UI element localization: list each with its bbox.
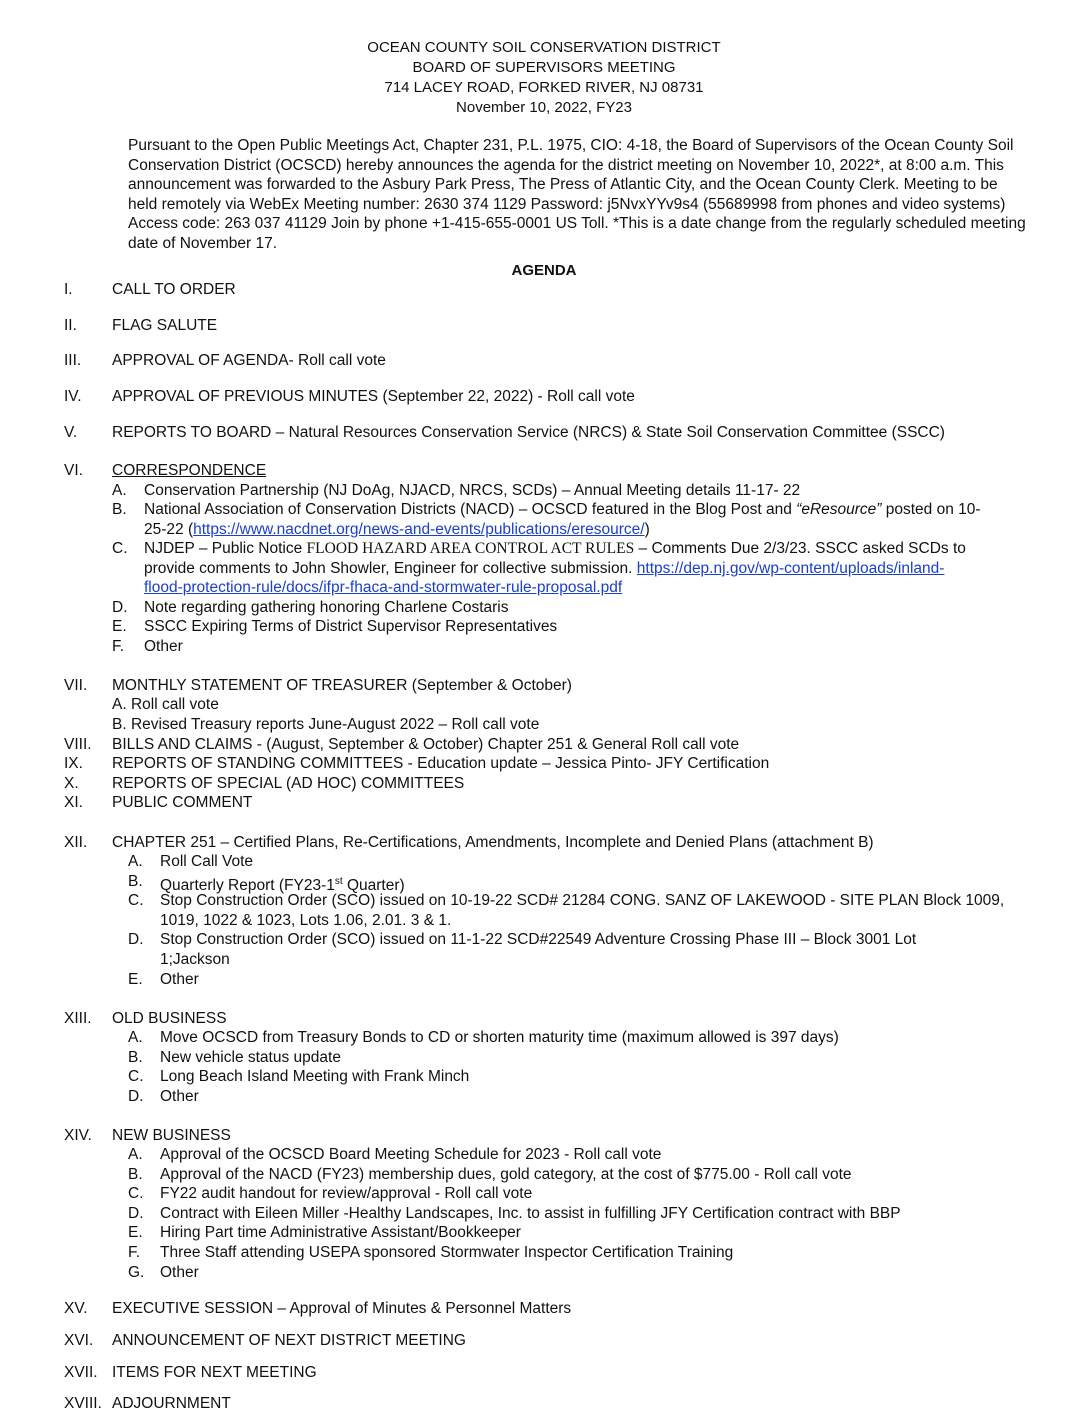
item-text: FLAG SALUTE <box>112 317 218 334</box>
sub-text: Roll Call Vote <box>160 853 254 870</box>
item-text: CORRESPONDENCE <box>112 462 267 479</box>
item-text: NEW BUSINESS <box>112 1127 231 1144</box>
sub-letter: A. <box>112 482 127 499</box>
sub-text: Other <box>160 1088 199 1105</box>
agenda-title: AGENDA <box>511 262 577 279</box>
dep-rule-link-part2[interactable]: flood-protection-rule/docs/ifpr-fhaca-and-stormwater-rule-proposal.pdf <box>144 579 623 596</box>
sub-letter: B. <box>128 1049 143 1066</box>
item-text: APPROVAL OF AGENDA- Roll call vote <box>112 352 386 369</box>
sub-letter: D. <box>128 1205 144 1222</box>
sub-text-post: Quarter) <box>342 877 405 895</box>
sub-text: Other <box>144 638 183 655</box>
sub-text-post: posted on 10- <box>881 501 981 518</box>
eresource-italic: “eResource” <box>796 501 882 518</box>
sub-letter: C. <box>128 892 144 909</box>
dep-rule-link-part1[interactable]: https://dep.nj.gov/wp-content/uploads/inland- <box>636 560 945 577</box>
sub-letter: A. <box>128 853 143 870</box>
item-number: V. <box>64 424 78 441</box>
header-meeting-type: BOARD OF SUPERVISORS MEETING <box>412 59 676 76</box>
sub-text: Three Staff attending USEPA sponsored Stormwater Inspector Certification Training <box>160 1244 734 1261</box>
item-number: II. <box>64 317 77 334</box>
item-text: CHAPTER 251 – Certified Plans, Re-Certifications, Amendments, Incomplete and Denied Plans (attachment B) <box>112 834 874 851</box>
item-text: APPROVAL OF PREVIOUS MINUTES (September 22, 2022) - Roll call vote <box>112 388 635 405</box>
sub-letter: E. <box>128 1224 143 1241</box>
sub-letter: C. <box>128 1068 144 1085</box>
sub-text: 1;Jackson <box>160 951 230 968</box>
sub-text: Long Beach Island Meeting with Frank Minch <box>160 1068 470 1085</box>
item-text: EXECUTIVE SESSION – Approval of Minutes & Personnel Matters <box>112 1300 572 1317</box>
item-text: PUBLIC COMMENT <box>112 794 253 811</box>
sub-text-close: ) <box>644 521 650 538</box>
treasurer-item-b <box>112 715 1012 735</box>
item-number: XV. <box>64 1300 88 1317</box>
sub-letter: B. <box>112 501 127 518</box>
sub-letter: F. <box>112 638 125 655</box>
item-text: REPORTS OF STANDING COMMITTEES - Education update – Jessica Pinto- JFY Certification <box>112 755 770 772</box>
sub-letter: D. <box>128 1088 144 1105</box>
item-number: IV. <box>64 388 82 405</box>
item-text: MONTHLY STATEMENT OF TREASURER (September & October) <box>112 677 572 694</box>
sub-letter: A. <box>128 1029 143 1046</box>
sub-letter: F. <box>128 1244 141 1261</box>
sub-text: provide comments to John Showler, Engineer for collective submission. <box>144 560 637 577</box>
sub-text: New vehicle status update <box>160 1049 341 1066</box>
item-number: XVII. <box>64 1364 98 1381</box>
item-number: XIII. <box>64 1010 92 1027</box>
item-number: VI. <box>64 462 83 479</box>
sub-text: Note regarding gathering honoring Charlene Costaris <box>144 599 509 616</box>
sub-text: Contract with Eileen Miller -Healthy Landscapes, Inc. to assist in fulfilling JFY Certification contract with BBP <box>160 1205 901 1222</box>
item-number: X. <box>64 775 79 792</box>
sub-letter: B. <box>128 873 143 890</box>
item-number: XVIII. <box>64 1395 102 1412</box>
sub-text-post: – Comments Due 2/3/23. SSCC asked SCDs to <box>634 540 966 557</box>
sub-letter: C. <box>112 540 128 557</box>
item-text: REPORTS TO BOARD – Natural Resources Conservation Service (NRCS) & State Soil Conservation Committee (SSCC) <box>112 424 945 441</box>
sub-text: SSCC Expiring Terms of District Supervisor Representatives <box>144 618 558 635</box>
item-number: I. <box>64 281 73 298</box>
sub-text: 1019, 1022 & 1023, Lots 1.06, 2.01. 3 & 1. <box>160 912 452 929</box>
item-number: XVI. <box>64 1332 94 1349</box>
sub-text: FY22 audit handout for review/approval - Roll call vote <box>160 1185 533 1202</box>
item-number: III. <box>64 352 82 369</box>
item-text: ITEMS FOR NEXT MEETING <box>112 1364 317 1381</box>
ordinal-suffix: st <box>334 876 343 887</box>
item-text: ANNOUNCEMENT OF NEXT DISTRICT MEETING <box>112 1332 466 1349</box>
item-text: REPORTS OF SPECIAL (AD HOC) COMMITTEES <box>112 775 465 792</box>
sub-letter: D. <box>128 931 144 948</box>
sub-text: Stop Construction Order (SCO) issued on 11-1-22 SCD#22549 Adventure Crossing Phase III – Block 3001 Lot <box>160 931 917 948</box>
item-text: CALL TO ORDER <box>112 281 236 298</box>
sub-letter: E. <box>128 971 143 988</box>
sub-text: Other <box>160 971 199 988</box>
sub-letter: A. <box>128 1146 143 1163</box>
eresource-link[interactable]: https://www.nacdnet.org/news-and-events/publications/eresource/ <box>193 521 645 538</box>
header-date: November 10, 2022, FY23 <box>456 99 632 116</box>
intro-paragraph: Pursuant to the Open Public Meetings Act, Chapter 231, P.L. 1975, CIO: 4-18, the Board of Supervisors of the Ocean County Soil Conservation District (OCSCD) hereby announces the agenda for the district meeting on November 10, 2022*, at 8:00 a.m. This announcement was forwarded to the Asbury Park Press, The Press of Atlantic City, and the Ocean County Clerk. Meeting to be held remotely via WebEx Meeting number: 2630 374 1129 Password: j5NvxYYv9s4 (55689998 from phones and video systems) Access code: 263 037 41129 Join by phone +1-415-655-0001 US Toll. *This is a date change from the regularly scheduled meeting date of November 17. <box>128 137 1026 252</box>
sub-text: Move OCSCD from Treasury Bonds to CD or shorten maturity time (maximum allowed is 397 days) <box>160 1029 839 1046</box>
sub-text: Other <box>160 1264 199 1281</box>
sub-text: National Association of Conservation Districts (NACD) – OCSCD featured in the Blog Post and <box>144 501 797 518</box>
item-text: OLD BUSINESS <box>112 1010 227 1027</box>
sub-letter: E. <box>112 618 127 635</box>
sub-letter: C. <box>128 1185 144 1202</box>
sub-text: Approval of the OCSCD Board Meeting Schedule for 2023 - Roll call vote <box>160 1146 662 1163</box>
item-text: BILLS AND CLAIMS - (August, September & October) Chapter 251 & General Roll call vote <box>112 736 740 753</box>
item-number: XIV. <box>64 1127 92 1144</box>
sub-text: A. Roll call vote <box>112 696 219 713</box>
document-header <box>0 38 1088 118</box>
header-address: 714 LACEY ROAD, FORKED RIVER, NJ 08731 <box>384 79 704 96</box>
flood-hazard-title: FLOOD HAZARD AREA CONTROL ACT RULES <box>306 540 635 557</box>
sub-text: Approval of the NACD (FY23) membership dues, gold category, at the cost of $775.00 - Roll call vote <box>160 1166 852 1183</box>
sub-letter: B. <box>128 1166 143 1183</box>
item-number: IX. <box>64 755 83 772</box>
header-organization: OCEAN COUNTY SOIL CONSERVATION DISTRICT <box>367 39 721 56</box>
item-text: ADJOURNMENT <box>112 1395 231 1412</box>
sub-text: B. Revised Treasury reports June-August 2022 – Roll call vote <box>112 716 540 733</box>
sub-text: Hiring Part time Administrative Assistant/Bookkeeper <box>160 1224 521 1241</box>
item-number: VIII. <box>64 736 92 753</box>
sub-text: Conservation Partnership (NJ DoAg, NJACD, NRCS, SCDs) – Annual Meeting details 11-17- 22 <box>144 482 801 499</box>
item-number: VII. <box>64 677 88 694</box>
sub-text: 25-22 ( <box>144 521 194 538</box>
sub-text: Stop Construction Order (SCO) issued on 10-19-22 SCD# 21284 CONG. SANZ OF LAKEWOOD - SITE PLAN Block 1009, <box>160 892 1005 909</box>
sub-letter: D. <box>112 599 128 616</box>
item-number: XII. <box>64 834 88 851</box>
item-number: XI. <box>64 794 83 811</box>
treasurer-item-a <box>112 695 1012 715</box>
sub-letter: G. <box>128 1264 145 1281</box>
sub-text: Quarterly Report (FY23-1 <box>160 877 335 895</box>
sub-text: NJDEP – Public Notice <box>144 540 307 557</box>
